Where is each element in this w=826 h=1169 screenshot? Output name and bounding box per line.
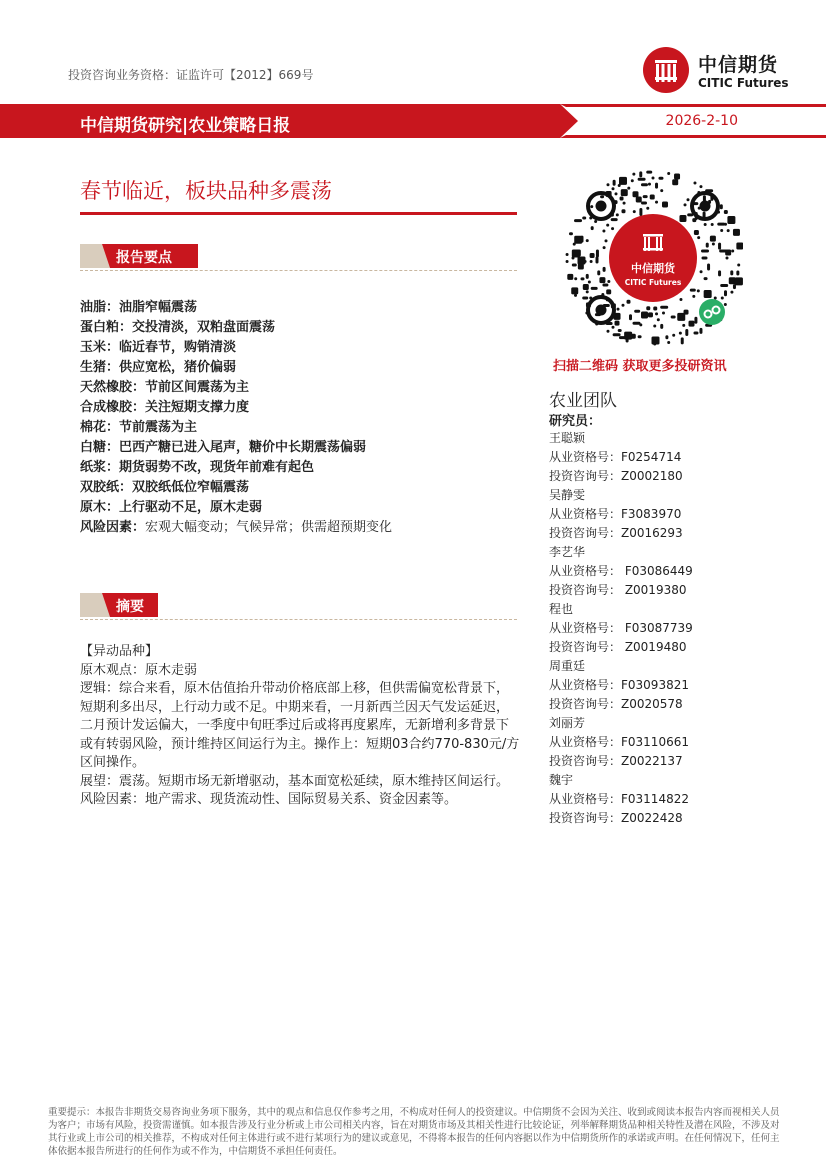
key-points-rule (80, 270, 517, 271)
key-points-tab (80, 244, 200, 268)
member-name: 刘丽芳 (549, 716, 586, 730)
report-date: 2026-2-10 (665, 113, 738, 129)
member-qualification: 从业资格号：F03093821 (549, 678, 689, 692)
qr-center-cn: 中信期货 (631, 262, 675, 275)
member-qualification: 从业资格号： F03086449 (549, 564, 693, 578)
point-item: 油脂：油脂窄幅震荡 (80, 300, 198, 315)
member-name: 周重廷 (549, 659, 586, 673)
point-item: 双胶纸：双胶纸低位窄幅震荡 (80, 480, 250, 495)
member-name: 魏宇 (549, 773, 574, 787)
member-consult-no: 投资咨询号：Z0002180 (549, 469, 683, 483)
member-qualification: 从业资格号：F3083970 (549, 507, 682, 521)
summary-outlook: 展望：震荡。短期市场无新增驱动，基本面宽松延续，原木维持区间运行。 (80, 773, 510, 789)
summary-block (80, 643, 520, 810)
member-consult-no: 投资咨询号： Z0019480 (549, 640, 687, 654)
key-points-list (80, 298, 520, 538)
point-item: 白糖：巴西产糖已进入尾声，糖价中长期震荡偏弱 (80, 440, 367, 455)
summary-tab (80, 593, 160, 617)
disclaimer-text: 重要提示：本报告非期货交易咨询业务项下服务，其中的观点和信息仅作参考之用，不构成对任何人的投资建议。中信期货不会因为关注、收到或阅读本报告内容而视相关人员为客户；市场有风险，投资需谨慎。如本报告涉及行业分析或上市公司相关内容，旨在对期货市场及其相关性进行比较论证，列举解释期货品种相关特性及潜在风险，不涉及对其行业或上市公司的相关推荐，不构成对任何主体进行或不进行某项行为的建议或意见，不得将本报告的任何内容据以作为中信期货所作的承诺或声明。在任何情况下，任何主体依据本报告所进行的任何作为或不作为，中信期货不承担任何责任。 (48, 1107, 780, 1157)
qr-code-graphic (563, 168, 743, 348)
member-name: 吴静雯 (549, 488, 586, 502)
member-consult-no: 投资咨询号：Z0022428 (549, 811, 683, 825)
report-header-band (0, 104, 826, 138)
point-item: 生猪：供应宽松，猪价偏弱 (80, 360, 237, 375)
report-title: 中信期货研究|农业策略日报 (80, 116, 291, 136)
point-item: 棉花：节前震荡为主 (80, 420, 198, 435)
qr-center-badge (609, 214, 697, 302)
key-points-label: 报告要点 (116, 250, 172, 266)
headline-rule (80, 212, 517, 215)
logo-en-text: CITIC Futures (698, 76, 789, 90)
qr-center-en: CITIC Futures (624, 278, 682, 287)
member-consult-no: 投资咨询号： Z0019380 (549, 583, 687, 597)
summary-logic: 逻辑：综合来看，原木估值抬升带动价格底部上移，但供需偏宽松背景下，短期利多出尽，上行动力或不足。中期来看，一月新西兰因天气发运延迟，二月预计发运偏大，一季度中旬旺季过后或将再度累库，无新增利多背景下或有转弱风险，预计维持区间运行为主。操作上：短期03合约770-830元/方区间操作。 (80, 681, 520, 770)
member-qualification: 从业资格号：F03110661 (549, 735, 689, 749)
summary-tag: 【异动品种】 (80, 644, 159, 659)
citic-logo-icon (642, 46, 690, 94)
report-headline: 春节临近，板块品种多震荡 (80, 179, 332, 203)
team-title: 农业团队 (549, 391, 617, 411)
team-subtitle: 研究员： (549, 414, 602, 429)
point-item: 合成橡胶：关注短期支撑力度 (80, 400, 250, 415)
summary-view: 原木观点：原木走弱 (80, 662, 198, 678)
point-item: 纸浆：期货弱势不改，现货年前难有起色 (80, 460, 315, 475)
point-item: 原木：上行驱动不足，原木走弱 (80, 500, 263, 515)
point-item: 蛋白粕：交投清淡，双粕盘面震荡 (80, 320, 276, 335)
member-qualification: 从业资格号： F03087739 (549, 621, 693, 635)
qr-code[interactable] (563, 168, 743, 348)
summary-risk: 风险因素：地产需求、现货流动性、国际贸易关系、资金因素等。 (80, 792, 458, 807)
member-name: 程也 (549, 602, 574, 616)
qr-caption: 扫描二维码 获取更多投研资讯 (553, 359, 727, 374)
team-list (549, 429, 799, 828)
member-consult-no: 投资咨询号：Z0016293 (549, 526, 683, 540)
member-name: 王聪颖 (549, 431, 586, 445)
citic-futures-logo (642, 46, 802, 96)
logo-cn-text: 中信期货 (698, 54, 779, 76)
member-consult-no: 投资咨询号：Z0020578 (549, 697, 683, 711)
member-name: 李艺华 (549, 545, 586, 559)
summary-label: 摘要 (116, 599, 144, 615)
member-qualification: 从业资格号：F03114822 (549, 792, 689, 806)
license-text: 投资咨询业务资格：证监许可【2012】669号 (68, 68, 314, 82)
member-consult-no: 投资咨询号：Z0022137 (549, 754, 683, 768)
risk-item: 风险因素：宏观大幅变动；气候异常；供需超预期变化 (80, 520, 393, 535)
point-item: 玉米：临近春节，购销清淡 (80, 340, 237, 355)
member-qualification: 从业资格号：F0254714 (549, 450, 682, 464)
summary-rule (80, 619, 517, 620)
point-item: 天然橡胶：节前区间震荡为主 (80, 380, 250, 395)
